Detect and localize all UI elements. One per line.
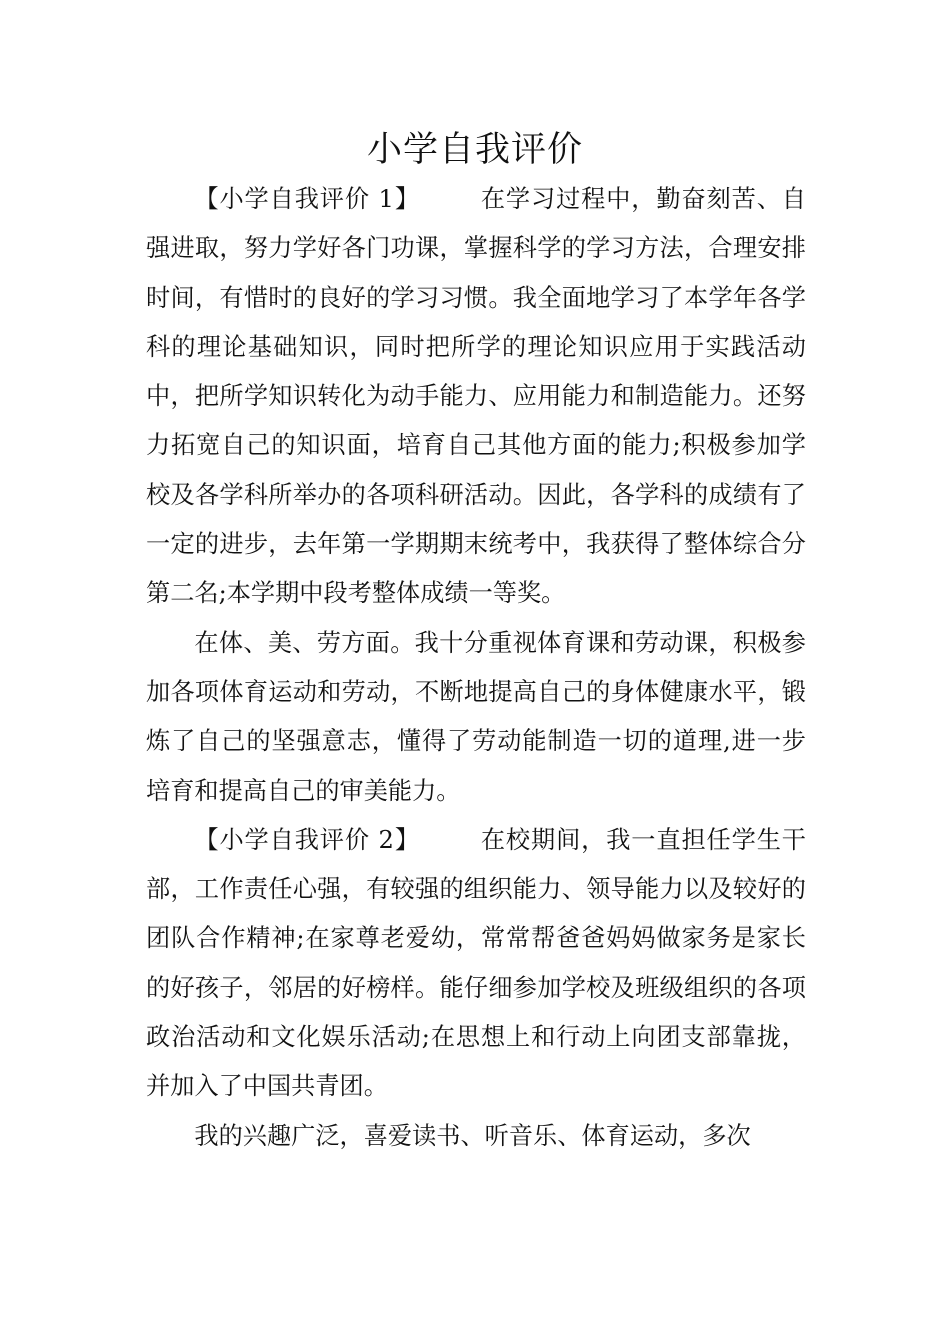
document-title: 小学自我评价 xyxy=(366,130,583,170)
document-body xyxy=(146,175,806,1161)
paragraph-text: 在体、美、劳方面。我十分重视体育课和劳动课，积极参加各项体育运动和劳动，不断地提高自己的身体健康水平，锻炼了自己的坚强意志，懂得了劳动能制造一切的道理,进一步培育和提高自己的审美能力。 xyxy=(146,628,806,805)
paragraph-evaluation-2 xyxy=(146,816,806,1112)
section-label-2: 【小学自我评价 2】 xyxy=(194,825,420,854)
paragraph-evaluation-1 xyxy=(146,175,806,619)
paragraph-text: 在学习过程中，勤奋刻苦、自强进取，努力学好各门功课，掌握科学的学习方法，合理安排时间，有惜时的良好的学习习惯。我全面地学习了本学年各学科的理论基础知识，同时把所学的理论知识应用于实践活动中，把所学知识转化为动手能力、应用能力和制造能力。还努力拓宽自己的知识面，培育自己其他方面的能力;积极参加学校及各学科所举办的各项科研活动。因此，各学科的成绩有了一定的进步，去年第一学期期末统考中，我获得了整体综合分第二名;本学期中段考整体成绩一等奖。 xyxy=(146,185,806,608)
paragraph-text: 我的兴趣广泛，喜爱读书、听音乐、体育运动，多次 xyxy=(194,1121,751,1150)
paragraph-text: 在校期间，我一直担任学生干部，工作责任心强，有较强的组织能力、领导能力以及较好的团队合作精神;在家尊老爱幼，常常帮爸爸妈妈做家务是家长的好孩子，邻居的好榜样。能仔细参加学校及班级组织的各项政治活动和文化娱乐活动;在思想上和行动上向团支部靠拢，并加入了中国共青团。 xyxy=(146,825,806,1101)
section-label-1: 【小学自我评价 1】 xyxy=(194,185,420,213)
paragraph-interests xyxy=(146,1112,806,1161)
paragraph-sports-arts-labor xyxy=(146,619,806,816)
